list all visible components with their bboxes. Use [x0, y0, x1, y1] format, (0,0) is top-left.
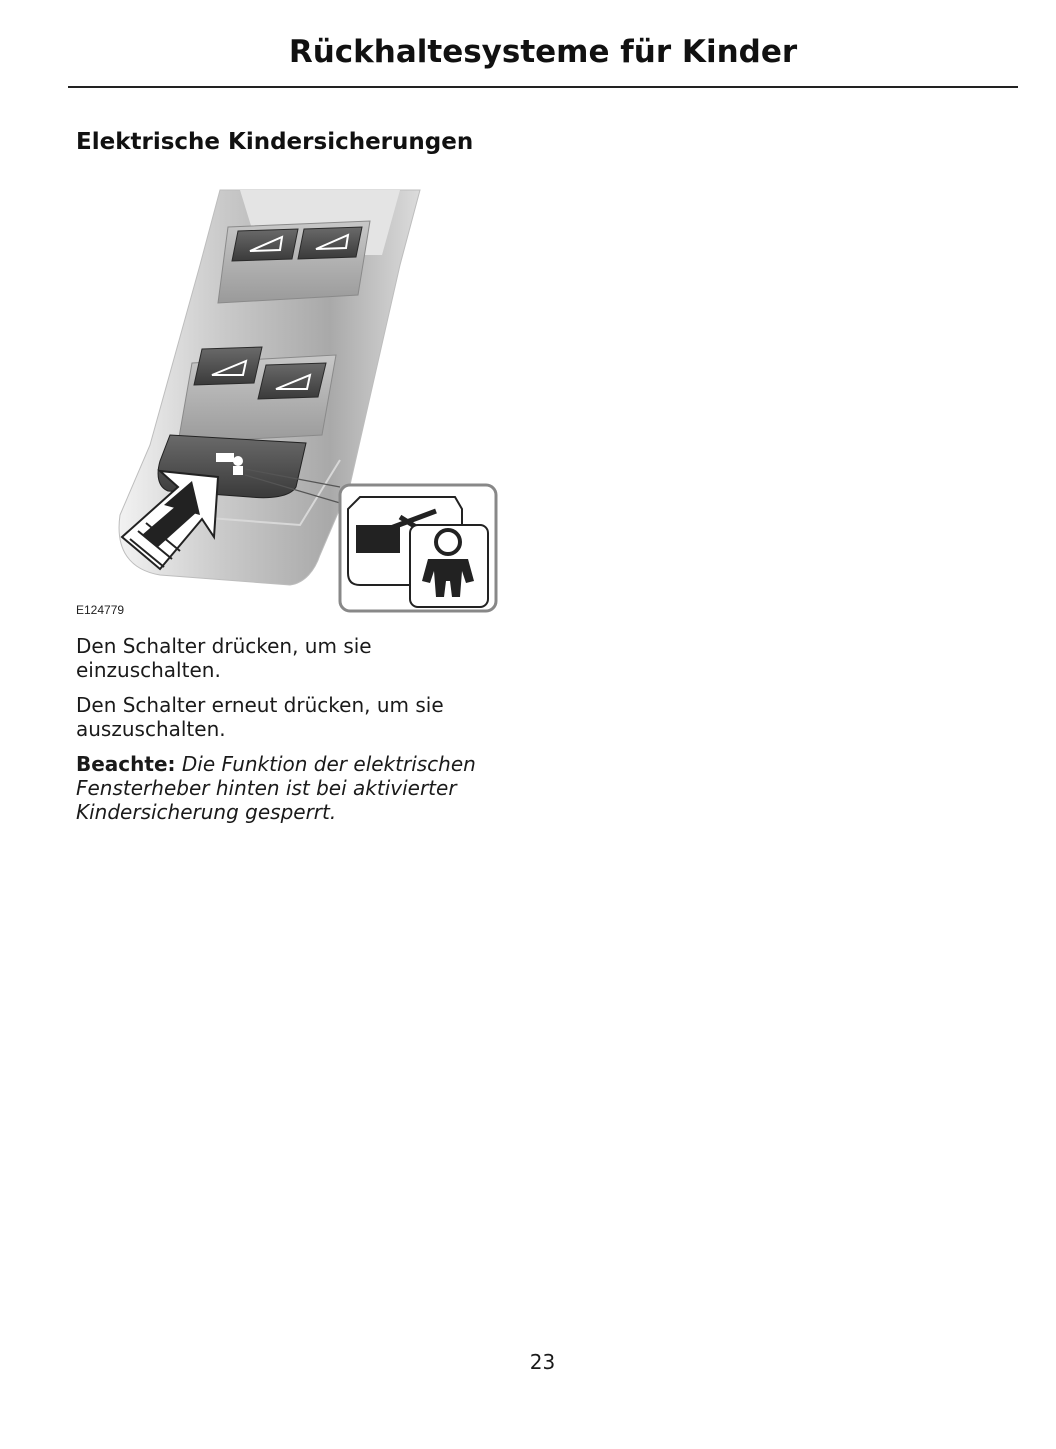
window-switch-icon: [194, 347, 262, 385]
window-switch-icon: [298, 227, 362, 259]
child-lock-symbol-icon: [340, 485, 496, 611]
instruction-paragraph: Den Schalter erneut drücken, um sie auszuschalten.: [76, 693, 444, 741]
front-window-switches: [218, 221, 370, 303]
note-label: Beachte:: [76, 752, 176, 776]
instruction-paragraph: Den Schalter drücken, um sie einzuschalten.: [76, 634, 372, 682]
window-switch-icon: [258, 363, 326, 399]
page-number: 23: [529, 1350, 556, 1374]
figure-code: E124779: [76, 603, 125, 617]
child-lock-illustration: [100, 185, 500, 615]
window-switch-icon: [232, 229, 298, 261]
rear-window-switches: [178, 347, 336, 443]
page-title: Rückhaltesysteme für Kinder: [288, 34, 798, 70]
note-paragraph: [76, 752, 506, 824]
section-heading: Elektrische Kindersicherungen: [76, 129, 474, 155]
title-divider: [68, 86, 1018, 88]
note-text: Die Funktion der elektrischen Fensterheber hinten ist bei aktivierter Kindersicherung gesperrt.: [76, 752, 476, 824]
